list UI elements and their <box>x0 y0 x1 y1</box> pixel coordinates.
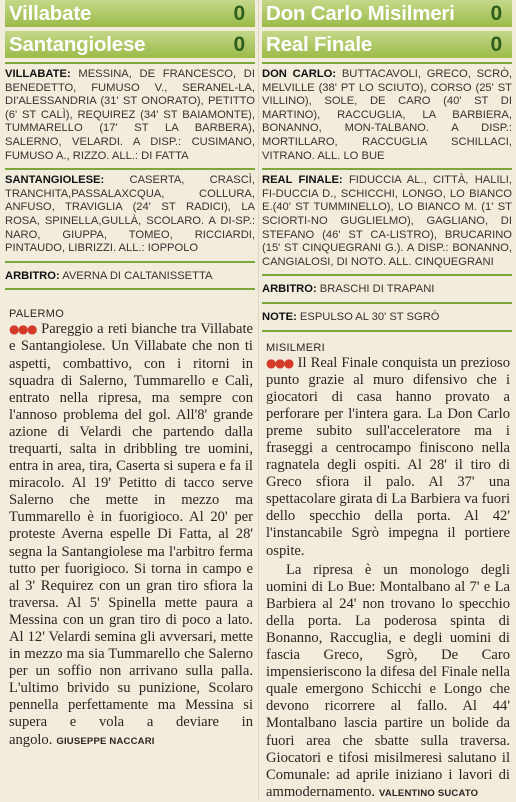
divider <box>262 274 512 276</box>
article-body <box>262 355 512 802</box>
paragraph-text: Pareggio a reti bianche tra Villabate e Santangiolese. Un Villabate che non ti aspetti, combattivo, con i ritorni in squadra di Salerno, Tummarello e Calì, entrato nella ripresa, ma sempre con l'annoso problema del gol. All'8' grande azione di Velardi che partendo dalla trequarti, salta in dribbling tre uomini, entra in area, tira, Caserta si supera e fa il miracolo. Al 19' Petitto di tacco serve Salerno che mette in mezzo ma Tummarello è in fuorigioco. Al 20' per proteste Averna espelle Di Fatta, al 28' segna la Santangiolese ma l'arbitro ferma tutto per fuorigioco. Si torna in campo e al 3' Requirez con un gran tiro sfiora la traversa. Al 5' Spinella mette paura a Messina con un gran tiro di poco a lato. Al 12' Velardi semina gli avversari, mette in mezzo ma sia Tummarello che Salerno per un soffio non arrivano sulla palla. L'ultimo brivido su punizione, Scolaro pennella perfettamente ma Messina si supera e vola a deviare in angolo. <box>9 321 253 748</box>
divider <box>5 288 255 290</box>
referee-label: ARBITRO: <box>262 283 317 296</box>
lineup-players: MESSINA, DE FRANCESCO, DI BENEDETTO, FUMUSO V., SERANEL-LA, DI'ALESSANDRIA (31' ST ONORATO), PETITTO (6' ST CALÌ), REQUIREZ (34' ST BAIAMONTE), TUMMARELLO (17' ST LA BARBERA), SALERNO, VELARDI. A DISP.: CUSIMANO, FUMUSO A., RIZZO. ALL.: DI FATTA <box>5 68 255 162</box>
team-score: 0 <box>490 32 502 56</box>
referee-line <box>262 280 512 299</box>
article-paragraph <box>266 355 510 560</box>
lineup-away <box>5 174 255 258</box>
lineup-home <box>262 68 512 165</box>
paragraph-text: Il Real Finale conquista un prezioso punto grazie al muro difensivo che i giocatori di casa hanno provato a perforare per l'intera gara. La Don Carlo preme subito sull'acceleratore ma i fraseggi a centrocampo finiscono nella ragnatela degli ospiti. Al 28' il tiro di Greco sfiora il palo. Al 37' una spettacolare girata di La Barbiera va fuori dello specchio della porta. Al 42' l'instancabile Sgrò impegna il portiere ospite. <box>266 354 510 559</box>
divider <box>262 302 512 304</box>
lineup-players: BUTTACAVOLI, GRECO, SCRÒ, MELVILLE (38' PT LO SCIUTO), CORSO (25' ST VILLINO), SOLE, DE CARO (40' ST DI MARTINO), RACCUGLIA, LA BARBIERA, BONANNO, MON-TALBANO. A DISP.: MORTILLARO, RACCUGLIA SCHILLACI, VITRANO. ALL. LO BUE <box>262 68 513 162</box>
team-score: 0 <box>490 1 502 25</box>
team-bar-home <box>5 0 255 27</box>
lineup-team-label: VILLABATE: <box>5 68 71 80</box>
dateline: PALERMO <box>9 308 65 321</box>
dateline: MISILMERI <box>266 341 325 354</box>
paragraph-text: La ripresa è un monologo degli uomini di Lo Bue: Montalbano al 7' e La Barbiera al 24' non trovano lo specchio della porta. La poderosa spinta di Bonanno, Raccuglia, e degli uomini di fascia Greco, Sgrò, De Caro impensieriscono la difesa del Finale nella quale emergono Schicchi e Longo che devono ricorrere al fallo. Al 44' Montalbano lascia partire un bolide da fuori area che sbatte sulla traversa. Giocatori e tifosi misilmeresi salutano il Comunale: ad aprile iniziano i lavori di ammodernamento. <box>266 561 510 800</box>
team-score: 0 <box>233 1 245 25</box>
team-score: 0 <box>233 32 245 56</box>
column-gutter <box>258 0 259 800</box>
lineup-players: FIDUCCIA AL., CITTÀ, HALILI, FI-DUCCIA D., SCHICCHI, LONGO, LO BIANCO E.(40' ST TUMMINELLO), LO BIANCO M. (1' ST SCIORTI-NO GUGLIELMO), GAGLIANO, DI STEFANO (46' ST CA-LISTRO), BRUCARINO (15' ST CINQUEGRANI G.). A DISP.: BONANNO, CANGIALOSI, DI NOTO. ALL. CINQUEGRANI <box>262 174 512 268</box>
article-body <box>5 321 255 749</box>
bullet-icon: ●●● <box>266 355 293 370</box>
match-report-right <box>262 0 512 802</box>
lineup-team-label: REAL FINALE: <box>262 174 343 187</box>
team-name: Real Finale <box>266 32 373 56</box>
referee-line <box>5 267 255 286</box>
match-report-left <box>5 0 255 750</box>
divider <box>5 261 255 263</box>
team-bar-home <box>262 0 512 27</box>
divider <box>262 168 512 170</box>
divider <box>262 330 512 332</box>
lineup-away <box>262 174 512 271</box>
article-paragraph <box>266 562 510 802</box>
team-bar-away <box>5 31 255 58</box>
notes-text: ESPULSO AL 30' ST SGRÒ <box>299 310 440 323</box>
referee-name: AVERNA DI CALTANISSETTA <box>62 269 213 282</box>
team-bar-away <box>262 31 512 58</box>
byline: GIUSEPPE NACCARI <box>56 735 155 747</box>
team-name: Santangiolese <box>9 32 146 56</box>
referee-name: BRASCHI DI TRAPANI <box>319 283 435 296</box>
team-name: Villabate <box>9 1 92 25</box>
divider <box>5 168 255 170</box>
divider <box>5 62 255 64</box>
referee-label: ARBITRO: <box>5 269 60 282</box>
article-paragraph <box>9 321 253 749</box>
notes-label: NOTE: <box>262 310 297 323</box>
byline: VALENTINO SUCATO <box>379 787 479 799</box>
lineup-home <box>5 68 255 165</box>
bullet-icon: ●●● <box>9 322 37 337</box>
team-name: Don Carlo Misilmeri <box>266 1 455 25</box>
lineup-team-label: SANTANGIOLESE: <box>5 174 105 187</box>
lineup-team-label: DON CARLO: <box>262 68 337 80</box>
notes-line <box>262 308 512 327</box>
lineup-players: CASERTA, CRASCÌ, TRANCHITA,PASSALAXCQUA, COLLURA, ANFUSO, TRAVIGLIA (24' ST RADICI), LA ROSA, SPINELLA,GULLÀ, SCOLARO. A DI-SP.: NARO, GIUPPA, TOMEO, RICCIARDI, PINTAUDO, LIBRIZZI. ALL.: IOPPOLO <box>5 174 256 255</box>
divider <box>262 62 512 64</box>
